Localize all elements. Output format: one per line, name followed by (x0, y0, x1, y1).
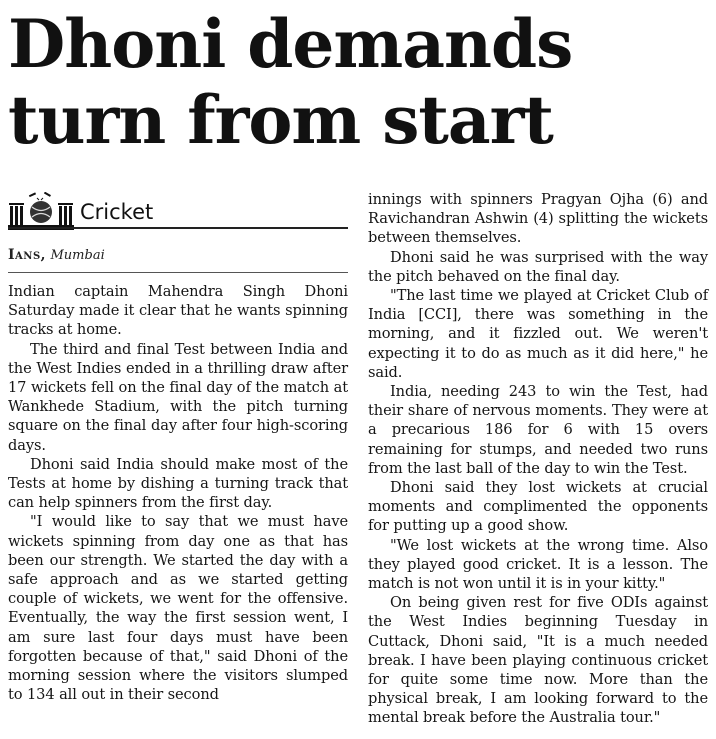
byline-agency: Ians, (8, 247, 47, 263)
cricket-ball-stumps-icon (8, 192, 74, 230)
article-paragraph: "The last time we played at Cricket Club of India [CCI], there was something in the morning, and it fizzled out. We weren't expecting it to do as much as it did here," he said. (368, 287, 708, 381)
article-paragraph: innings with spinners Pragyan Ojha (6) and Ravichandran Ashwin (4) splitting the wickets between themselves. (368, 191, 708, 247)
byline-divider (8, 272, 348, 273)
section-divider (8, 227, 348, 229)
article-paragraph: India, needing 243 to win the Test, had their share of nervous moments. They were at a precarious 186 for 6 with 15 overs remaining for stumps, and needed two runs from the last ball of the day to win the Test. (368, 383, 708, 477)
article-paragraph: Dhoni said India should make most of the Tests at home by dishing a turning track that can help spinners from the first day. (8, 455, 348, 512)
headline-line-2: turn from start (8, 81, 553, 159)
headline (8, 6, 708, 158)
byline (8, 246, 105, 265)
article-paragraph: On being given rest for five ODIs against the West Indies beginning Tuesday in Cuttack, Dhoni said, "It is a much needed break. I have been playing continuous cricket for quite some time now. More than the physical break, I am looking forward to the mental break before the Australia tour." (368, 594, 708, 727)
article-column-right (368, 190, 708, 728)
section-strip (8, 190, 348, 230)
headline-line-1: Dhoni demands (8, 5, 573, 83)
article-paragraph: Dhoni said he was surprised with the way the pitch behaved on the final day. (368, 248, 708, 285)
article-paragraph: "I would like to say that we must have wickets spinning from day one as that has been our strength. We started the day with a safe approach and as we started getting couple of wickets, we went for the offensive. Eventually, the way the first session went, I am sure last four days must have been forgotten because of that," said Dhoni of the morning session where the visitors slumped to 134 all out in their second (8, 513, 348, 704)
article-paragraph: Dhoni said they lost wickets at crucial moments and complimented the opponents for putting up a good show. (368, 479, 708, 535)
article-paragraph: "We lost wickets at the wrong time. Also they played good cricket. It is a lesson. The match is not won until it is in your kitty." (368, 536, 708, 593)
article-paragraph: The third and final Test between India and the West Indies ended in a thrilling draw after 17 wickets fell on the final day of the match at Wankhede Stadium, with the pitch turning square on the final day after four high-scoring days. (8, 340, 348, 454)
section-label: Cricket (80, 200, 154, 224)
byline-city: Mumbai (50, 248, 105, 263)
article-column-left (8, 282, 348, 704)
article-paragraph: Indian captain Mahendra Singh Dhoni Saturday made it clear that he wants spinning tracks at home. (8, 283, 348, 339)
